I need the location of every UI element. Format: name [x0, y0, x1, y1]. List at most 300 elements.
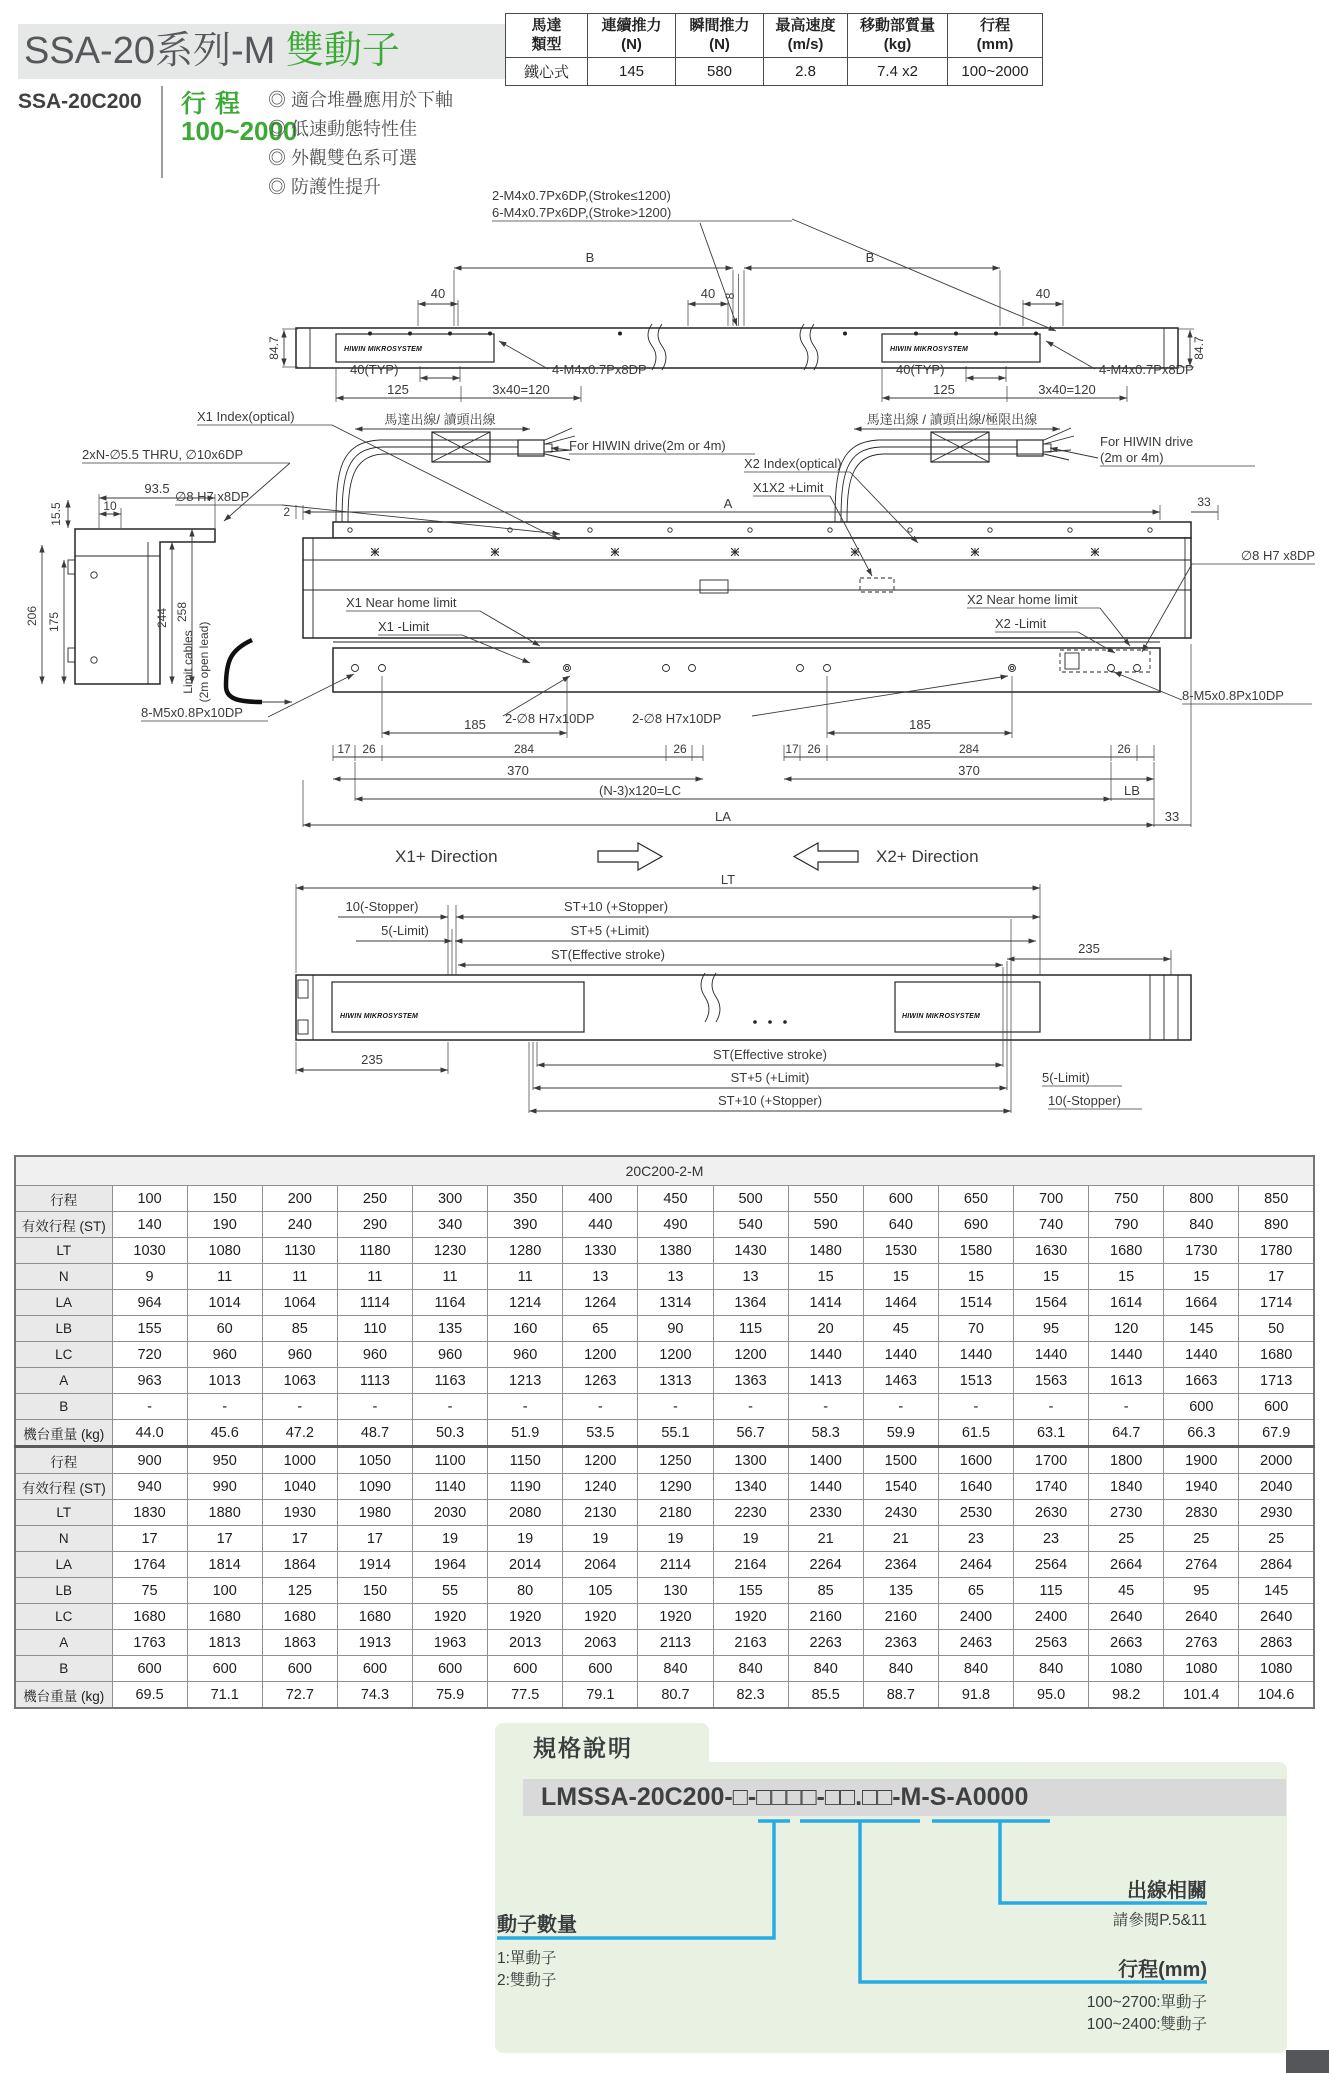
dim-label: 40	[700, 286, 716, 301]
table-cell: 890	[1239, 1212, 1314, 1238]
table-cell: 1230	[413, 1238, 488, 1264]
table-cell: 135	[863, 1578, 938, 1604]
table-cell: 900	[112, 1447, 187, 1474]
table-cell: 190	[187, 1212, 262, 1238]
table-cell: 65	[938, 1578, 1013, 1604]
table-cell: 2030	[413, 1500, 488, 1526]
dimension-table	[14, 1155, 1315, 1709]
dim-label: ST(Effective stroke)	[713, 1047, 827, 1062]
table-cell: 95.0	[1014, 1682, 1089, 1709]
table-cell: 1080	[1239, 1656, 1314, 1682]
table-cell: 1363	[713, 1368, 788, 1394]
table-cell: 990	[187, 1474, 262, 1500]
carriage-logo: HIWIN MIKROSYSTEM	[344, 346, 423, 353]
table-cell: -	[337, 1394, 412, 1420]
table-row	[15, 1342, 1314, 1368]
dim-label: (N-3)x120=LC	[598, 783, 682, 798]
direction-x2-label: X2+ Direction	[876, 847, 979, 866]
table-cell: 600	[1164, 1394, 1239, 1420]
table-cell: 21	[863, 1526, 938, 1552]
table-cell: 19	[713, 1526, 788, 1552]
cable-assembly-x1	[197, 409, 755, 540]
table-cell: 600	[413, 1656, 488, 1682]
row-label: A	[15, 1630, 112, 1656]
table-cell: 1114	[337, 1290, 412, 1316]
table-cell: 1680	[262, 1604, 337, 1630]
table-cell: 98.2	[1089, 1682, 1164, 1709]
dim-label: (2m open lead)	[197, 621, 211, 703]
table-cell: -	[187, 1394, 262, 1420]
table-cell: 840	[638, 1656, 713, 1682]
table-cell: 95	[1164, 1578, 1239, 1604]
table-cell: 2830	[1164, 1500, 1239, 1526]
table-cell: -	[713, 1394, 788, 1420]
spec-value-cell: 580	[676, 58, 764, 86]
table-cell: 2013	[488, 1630, 563, 1656]
table-cell: 650	[938, 1186, 1013, 1212]
table-cell: 13	[563, 1264, 638, 1290]
table-cell: 77.5	[488, 1682, 563, 1709]
table-cell: 2014	[488, 1552, 563, 1578]
table-cell: 850	[1239, 1186, 1314, 1212]
table-cell: 1214	[488, 1290, 563, 1316]
drawing-top-view	[0, 148, 1329, 410]
row-label: B	[15, 1656, 112, 1682]
table-row	[15, 1264, 1314, 1290]
table-cell: 1080	[1089, 1656, 1164, 1682]
dim-label: 2-∅8 H7x10DP	[632, 711, 722, 726]
table-cell: 15	[1164, 1264, 1239, 1290]
table-cell: 840	[788, 1656, 863, 1682]
dim-label: 8	[723, 292, 737, 300]
dim-label: 125	[387, 382, 409, 397]
table-cell: 740	[1014, 1212, 1089, 1238]
table-cell: 840	[713, 1656, 788, 1682]
dim-label: 15.5	[49, 502, 63, 526]
table-cell: 2630	[1014, 1500, 1089, 1526]
table-cell: 19	[563, 1526, 638, 1552]
table-cell: 1880	[187, 1500, 262, 1526]
table-row	[15, 1474, 1314, 1500]
table-cell: 1113	[337, 1368, 412, 1394]
row-label: LB	[15, 1316, 112, 1342]
table-cell: 1130	[262, 1238, 337, 1264]
table-cell: 1430	[713, 1238, 788, 1264]
dim-label: LA	[715, 809, 731, 824]
dim-label: 40(TYP)	[350, 362, 399, 377]
table-cell: 115	[713, 1316, 788, 1342]
stroke-view-dimensions-top	[296, 872, 1171, 980]
table-cell: 1313	[638, 1368, 713, 1394]
table-cell: 15	[1014, 1264, 1089, 1290]
dim-label: 3x40=120	[492, 382, 550, 397]
spec-value-cell: 100~2000	[948, 58, 1043, 86]
table-cell: -	[262, 1394, 337, 1420]
dim-label: ST+5 (+Limit)	[570, 923, 650, 938]
table-cell: 250	[337, 1186, 412, 1212]
table-cell: 1300	[713, 1447, 788, 1474]
drawing-stroke-view	[0, 868, 1329, 1128]
table-cell: 2330	[788, 1500, 863, 1526]
table-cell: 1714	[1239, 1290, 1314, 1316]
dim-label: B	[585, 250, 595, 265]
table-cell: 2264	[788, 1552, 863, 1578]
table-cell: 2114	[638, 1552, 713, 1578]
page-title-accent: 雙動子	[285, 30, 400, 72]
table-cell: 300	[413, 1186, 488, 1212]
table-cell: 17	[262, 1526, 337, 1552]
table-cell: 2364	[863, 1552, 938, 1578]
table-cell: 2864	[1239, 1552, 1314, 1578]
table-cell: 17	[112, 1526, 187, 1552]
table-row	[15, 1552, 1314, 1578]
row-label: LC	[15, 1604, 112, 1630]
table-cell: 960	[187, 1342, 262, 1368]
table-cell: 1380	[638, 1238, 713, 1264]
dim-label: Limit cables	[181, 630, 195, 694]
table-cell: 2530	[938, 1500, 1013, 1526]
table-cell: 1513	[938, 1368, 1013, 1394]
table-cell: 56.7	[713, 1420, 788, 1447]
table-cell: 1514	[938, 1290, 1013, 1316]
table-cell: 1000	[262, 1447, 337, 1474]
page-title	[18, 24, 584, 79]
table-cell: 1200	[638, 1342, 713, 1368]
table-cell: 155	[713, 1578, 788, 1604]
dim-label: 26	[362, 742, 376, 756]
table-cell: 2464	[938, 1552, 1013, 1578]
table-cell: 390	[488, 1212, 563, 1238]
dim-label: 10	[103, 499, 117, 513]
table-cell: 600	[563, 1656, 638, 1682]
table-cell: 2640	[1089, 1604, 1164, 1630]
table-cell: 1100	[413, 1447, 488, 1474]
spec-value-cell: 145	[588, 58, 676, 86]
table-cell: 960	[337, 1342, 412, 1368]
table-cell: 2160	[788, 1604, 863, 1630]
table-cell: 85	[788, 1578, 863, 1604]
table-cell: 2263	[788, 1630, 863, 1656]
side-section-view	[25, 447, 290, 684]
table-cell: 490	[638, 1212, 713, 1238]
table-cell: 1763	[112, 1630, 187, 1656]
table-cell: 91.8	[938, 1682, 1013, 1709]
row-label: LA	[15, 1290, 112, 1316]
dim-label: B	[865, 250, 875, 265]
dim-label: ST+10 (+Stopper)	[717, 1093, 823, 1108]
cable-exit-title: 出線相關	[1127, 1880, 1207, 1902]
table-cell: 67.9	[1239, 1420, 1314, 1447]
dim-label: 185	[464, 717, 486, 732]
table-cell: 9	[112, 1264, 187, 1290]
table-row	[15, 1682, 1314, 1709]
table-row	[15, 1394, 1314, 1420]
table-cell: 11	[262, 1264, 337, 1290]
table-cell: -	[112, 1394, 187, 1420]
table-cell: 1050	[337, 1447, 412, 1474]
spec-value-cell: 鐵心式	[506, 58, 588, 86]
table-cell: 2663	[1089, 1630, 1164, 1656]
table-cell: 1920	[563, 1604, 638, 1630]
row-label: LB	[15, 1578, 112, 1604]
stroke-label: 行程	[181, 90, 250, 118]
table-cell: 1190	[488, 1474, 563, 1500]
dim-label: 10(-Stopper)	[345, 899, 419, 914]
dim-label: 40	[430, 286, 446, 301]
table-cell: 105	[563, 1578, 638, 1604]
table-cell: 140	[112, 1212, 187, 1238]
table-cell: 1163	[413, 1368, 488, 1394]
table-cell: 1780	[1239, 1238, 1314, 1264]
row-label: 行程	[15, 1186, 112, 1212]
spec-column-header: 行程 (mm)	[948, 14, 1043, 58]
table-cell: 1930	[262, 1500, 337, 1526]
mover-count-option: 2:雙動子	[497, 1972, 557, 1989]
table-cell: 1500	[863, 1447, 938, 1474]
table-cell: 600	[187, 1656, 262, 1682]
dim-label: 10(-Stopper)	[1048, 1093, 1121, 1108]
table-cell: 1940	[1164, 1474, 1239, 1500]
row-label: LC	[15, 1342, 112, 1368]
table-cell: 1920	[713, 1604, 788, 1630]
table-row	[15, 1604, 1314, 1630]
table-cell: 1250	[638, 1447, 713, 1474]
table-cell: 66.3	[1164, 1420, 1239, 1447]
dim-label: 244	[155, 607, 169, 629]
dim-label: LT	[720, 872, 736, 887]
table-cell: 1580	[938, 1238, 1013, 1264]
spec-value-cell: 2.8	[764, 58, 848, 86]
table-cell: 1180	[337, 1238, 412, 1264]
dim-label: 185	[909, 717, 931, 732]
dim-label: 4-M4x0.7Px8DP	[552, 362, 647, 377]
table-cell: 550	[788, 1186, 863, 1212]
table-cell: 2640	[1239, 1604, 1314, 1630]
table-cell: 1364	[713, 1290, 788, 1316]
dim-label: 40(TYP)	[896, 362, 945, 377]
row-label: B	[15, 1394, 112, 1420]
dim-label: ∅8 H7 x8DP	[175, 489, 250, 504]
dim-label: For HIWIN drive	[1100, 434, 1194, 449]
table-cell: 1280	[488, 1238, 563, 1264]
row-label: 行程	[15, 1447, 112, 1474]
table-cell: 150	[187, 1186, 262, 1212]
table-cell: 1864	[262, 1552, 337, 1578]
table-cell: 1314	[638, 1290, 713, 1316]
dim-label: 26	[673, 742, 687, 756]
table-cell: 74.3	[337, 1682, 412, 1709]
table-cell: -	[563, 1394, 638, 1420]
table-cell: 17	[187, 1526, 262, 1552]
spec-column-header: 連續推力 (N)	[588, 14, 676, 58]
table-cell: 79.1	[563, 1682, 638, 1709]
table-cell: 48.7	[337, 1420, 412, 1447]
table-cell: 130	[638, 1578, 713, 1604]
table-cell: 82.3	[713, 1682, 788, 1709]
table-cell: 13	[638, 1264, 713, 1290]
dim-label: X1 Near home limit	[346, 595, 457, 610]
table-cell: 720	[112, 1342, 187, 1368]
stroke-mm-title: 行程(mm)	[1118, 1959, 1207, 1981]
table-cell: 2230	[713, 1500, 788, 1526]
dim-label: X1 -Limit	[378, 619, 430, 634]
table-cell: 2180	[638, 1500, 713, 1526]
table-row	[15, 1186, 1314, 1212]
table-row	[15, 1420, 1314, 1447]
dim-label: 235	[1078, 941, 1100, 956]
stroke-range: 100~2000	[181, 116, 298, 146]
table-cell: 500	[713, 1186, 788, 1212]
dim-label: 4-M4x0.7Px8DP	[1099, 362, 1194, 377]
table-cell: 1090	[337, 1474, 412, 1500]
top-view-dimensions	[267, 188, 1206, 402]
table-cell: 1713	[1239, 1368, 1314, 1394]
table-cell: 65	[563, 1316, 638, 1342]
table-cell: 1413	[788, 1368, 863, 1394]
table-cell: 2664	[1089, 1552, 1164, 1578]
table-cell: 1140	[413, 1474, 488, 1500]
dim-label: 2	[283, 505, 290, 519]
table-cell: 1440	[863, 1342, 938, 1368]
table-cell: -	[1014, 1394, 1089, 1420]
spec-column-header: 馬達 類型	[506, 14, 588, 58]
table-cell: 21	[788, 1526, 863, 1552]
table-cell: 53.5	[563, 1420, 638, 1447]
table-cell: 17	[337, 1526, 412, 1552]
table-cell: 45	[1089, 1578, 1164, 1604]
table-cell: 790	[1089, 1212, 1164, 1238]
table-cell: 400	[563, 1186, 638, 1212]
table-cell: 690	[938, 1212, 1013, 1238]
table-cell: 1063	[262, 1368, 337, 1394]
dim-label: ∅8 H7 x8DP	[1240, 548, 1315, 563]
table-cell: 960	[262, 1342, 337, 1368]
dim-label: 5(-Limit)	[1042, 1070, 1090, 1085]
table-cell: 1480	[788, 1238, 863, 1264]
dimension-table-title: 20C200-2-M	[15, 1156, 1314, 1186]
table-cell: 15	[788, 1264, 863, 1290]
arrow-right-icon	[598, 843, 662, 870]
table-cell: 1240	[563, 1474, 638, 1500]
table-cell: 1740	[1014, 1474, 1089, 1500]
table-cell: 75.9	[413, 1682, 488, 1709]
table-cell: 2130	[563, 1500, 638, 1526]
dim-label: 370	[507, 763, 529, 778]
table-cell: 1964	[413, 1552, 488, 1578]
table-cell: 2400	[1014, 1604, 1089, 1630]
table-cell: 2430	[863, 1500, 938, 1526]
table-cell: 1900	[1164, 1447, 1239, 1474]
feature-item: ◎ 防護性提升	[268, 177, 382, 197]
feature-item: ◎ 外觀雙色系可選	[268, 148, 418, 168]
table-cell: 64.7	[1089, 1420, 1164, 1447]
table-cell: 1700	[1014, 1447, 1089, 1474]
dim-label: 84.7	[267, 336, 281, 360]
table-cell: 13	[713, 1264, 788, 1290]
table-cell: 1263	[563, 1368, 638, 1394]
table-cell: 1540	[863, 1474, 938, 1500]
table-cell: 80	[488, 1578, 563, 1604]
table-cell: 240	[262, 1212, 337, 1238]
table-cell: 600	[337, 1656, 412, 1682]
table-cell: 160	[488, 1316, 563, 1342]
table-cell: 63.1	[1014, 1420, 1089, 1447]
table-cell: 2363	[863, 1630, 938, 1656]
table-cell: 1840	[1089, 1474, 1164, 1500]
dim-label: 6-M4x0.7Px6DP,(Stroke>1200)	[492, 205, 672, 220]
table-cell: 1014	[187, 1290, 262, 1316]
table-cell: 1680	[1089, 1238, 1164, 1264]
table-cell: -	[488, 1394, 563, 1420]
table-cell: 2930	[1239, 1500, 1314, 1526]
table-row	[15, 1212, 1314, 1238]
table-cell: 1564	[1014, 1290, 1089, 1316]
table-cell: 2163	[713, 1630, 788, 1656]
table-cell: 450	[638, 1186, 713, 1212]
dim-label: 5(-Limit)	[381, 923, 429, 938]
mover-count-option: 1:單動子	[497, 1950, 557, 1967]
table-cell: 750	[1089, 1186, 1164, 1212]
table-cell: 1213	[488, 1368, 563, 1394]
table-cell: -	[938, 1394, 1013, 1420]
table-cell: 100	[112, 1186, 187, 1212]
table-cell: 1563	[1014, 1368, 1089, 1394]
table-cell: 17	[1239, 1264, 1314, 1290]
table-cell: 700	[1014, 1186, 1089, 1212]
table-cell: 120	[1089, 1316, 1164, 1342]
cable-exit-note: 請參閱P.5&11	[1112, 1912, 1207, 1929]
table-cell: 1030	[112, 1238, 187, 1264]
dim-label: 370	[958, 763, 980, 778]
table-cell: 1664	[1164, 1290, 1239, 1316]
table-cell: 25	[1239, 1526, 1314, 1552]
table-cell: 1464	[863, 1290, 938, 1316]
table-cell: 340	[413, 1212, 488, 1238]
table-cell: 1914	[337, 1552, 412, 1578]
table-cell: 2064	[563, 1552, 638, 1578]
dim-label: LB	[1124, 783, 1140, 798]
table-cell: 800	[1164, 1186, 1239, 1212]
table-cell: 1200	[563, 1342, 638, 1368]
table-cell: 155	[112, 1316, 187, 1342]
dim-label: 258	[175, 601, 189, 623]
table-cell: 1064	[262, 1290, 337, 1316]
table-cell: 1613	[1089, 1368, 1164, 1394]
table-cell: 45	[863, 1316, 938, 1342]
table-cell: 2040	[1239, 1474, 1314, 1500]
dim-label: 8-M5x0.8Px10DP	[1182, 688, 1284, 703]
feature-item: ◎ 適合堆疊應用於下軸	[268, 90, 453, 110]
table-cell: 1680	[112, 1604, 187, 1630]
row-label: A	[15, 1368, 112, 1394]
table-cell: 1764	[112, 1552, 187, 1578]
dim-label: X1X2 +Limit	[753, 480, 824, 495]
table-row	[15, 1630, 1314, 1656]
row-label: LT	[15, 1238, 112, 1264]
table-cell: 640	[863, 1212, 938, 1238]
table-cell: 70	[938, 1316, 1013, 1342]
table-cell: 15	[938, 1264, 1013, 1290]
row-label: LA	[15, 1552, 112, 1578]
table-cell: -	[863, 1394, 938, 1420]
table-cell: 23	[1014, 1526, 1089, 1552]
table-row	[15, 1368, 1314, 1394]
table-cell: 1663	[1164, 1368, 1239, 1394]
table-cell: 19	[638, 1526, 713, 1552]
table-cell: 2164	[713, 1552, 788, 1578]
table-cell: 600	[488, 1656, 563, 1682]
table-cell: 960	[488, 1342, 563, 1368]
